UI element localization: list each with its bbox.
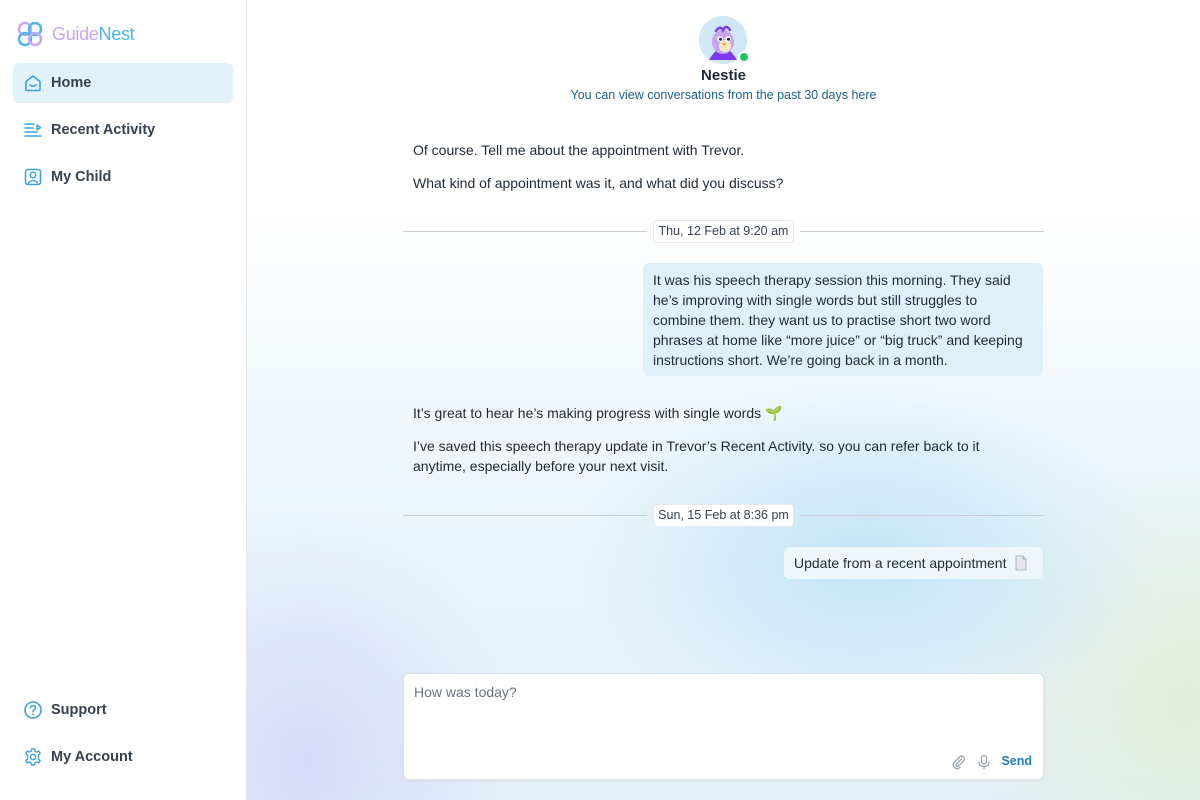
sidebar-item-label: My Child <box>51 169 112 185</box>
sidebar-item-home[interactable] <box>13 63 233 103</box>
sidebar-item-label: My Account <box>51 749 133 765</box>
sidebar-item-my-child[interactable] <box>13 157 233 197</box>
send-button[interactable]: Send <box>1001 754 1032 768</box>
divider-line <box>800 515 1044 516</box>
date-divider <box>403 220 1044 244</box>
user-message-text: Update from a recent appointment <box>794 555 1007 571</box>
sidebar-item-label: Home <box>51 75 92 91</box>
attachment-icon[interactable] <box>951 754 967 770</box>
microphone-icon[interactable] <box>976 754 992 770</box>
user-message[interactable] <box>784 547 1043 579</box>
online-status-dot <box>738 51 750 63</box>
divider-line <box>800 231 1044 232</box>
logo-text: GuideNest <box>52 23 135 44</box>
date-label: Thu, 12 Feb at 9:20 am <box>653 220 794 243</box>
divider-line <box>403 515 647 516</box>
home-icon <box>23 73 43 93</box>
user-message: It was his speech therapy session this morning. They said he’s improving with single words but still struggles to combine them. they want us to practise short two word phrases at home like “more juice” or “big truck” and keeping instructions short. We’re going back in a month. <box>643 263 1043 376</box>
bot-avatar <box>699 16 747 64</box>
bot-message: It’s great to hear he’s making progress with single words 🌱 <box>413 405 783 421</box>
activity-icon <box>23 120 43 140</box>
app-logo[interactable] <box>16 19 134 49</box>
bot-name: Nestie <box>700 67 747 84</box>
date-divider <box>403 504 1044 528</box>
sidebar-item-recent-activity[interactable] <box>13 110 233 150</box>
question-icon <box>23 700 43 720</box>
gear-icon <box>23 747 43 767</box>
sidebar <box>0 0 247 800</box>
sidebar-item-label: Recent Activity <box>51 122 156 138</box>
bot-message: What kind of appointment was it, and what did you discuss? <box>413 175 784 191</box>
logo-icon <box>16 20 44 48</box>
sidebar-item-my-account[interactable] <box>13 737 233 777</box>
child-profile-icon <box>23 167 43 187</box>
chat-panel <box>247 0 1200 800</box>
document-icon <box>1014 555 1028 571</box>
divider-line <box>403 231 647 232</box>
date-label: Sun, 15 Feb at 8:36 pm <box>653 504 794 527</box>
history-notice: You can view conversations from the past 30 days here <box>570 88 877 102</box>
message-composer <box>403 673 1044 780</box>
sidebar-item-support[interactable] <box>13 690 233 730</box>
bot-message: I’ve saved this speech therapy update in Trevor’s Recent Activity. so you can refer back to it anytime, especially before your next visit. <box>413 438 980 474</box>
bot-message: Of course. Tell me about the appointment with Trevor. <box>413 142 745 158</box>
sidebar-item-label: Support <box>51 702 107 718</box>
message-input[interactable] <box>414 684 1034 744</box>
